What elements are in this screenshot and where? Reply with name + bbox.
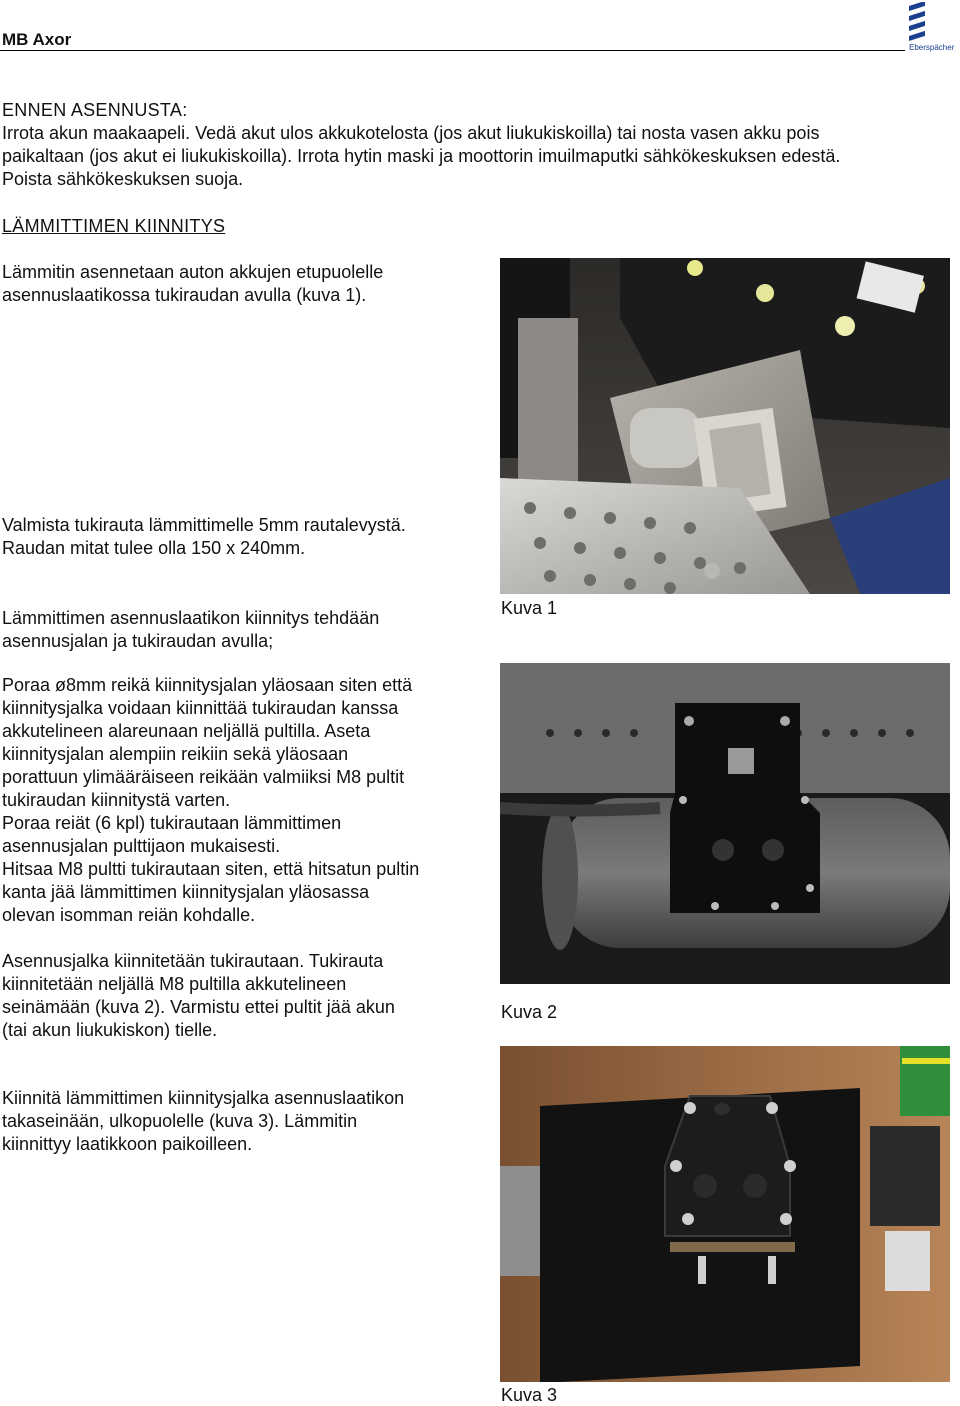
mounting-para6-line-1: Kiinnitä lämmittimen kiinnitysjalka asennuslaatikon xyxy=(2,1088,405,1108)
mounting-para4-line-2: kiinnitysjalka voidaan kiinnittää tukiraudan kanssa xyxy=(2,698,399,718)
mounting-para1-line-2: asennuslaatikossa tukiraudan avulla (kuva 1). xyxy=(2,285,367,305)
mounting-heading: LÄMMITTIMEN KIINNITYS xyxy=(2,216,226,236)
mounting-para6-line-2: takaseinään, ulkopuolelle (kuva 3). Lämmitin xyxy=(2,1111,358,1131)
mounting-para4-line-8: asennusjalan pulttijaon mukaisesti. xyxy=(2,836,281,856)
mounting-para6-line-3: kiinnittyy laatikkoon paikoilleen. xyxy=(2,1134,253,1154)
mounting-para3-line-2: asennusjalan ja tukiraudan avulla; xyxy=(2,631,274,651)
eberspaecher-logo-icon xyxy=(903,2,960,52)
mounting-para4-line-5: porattuun ylimääräiseen reikään valmiiksi M8 pultit xyxy=(2,767,405,787)
mounting-para4-line-9: Hitsaa M8 pultti tukirautaan siten, että hitsatun pultin xyxy=(2,859,420,879)
figure-1-caption: Kuva 1 xyxy=(501,598,558,618)
mounting-para5-line-2: kiinnitetään neljällä M8 pultilla akkutelineen xyxy=(2,974,347,994)
mounting-para4-line-11: olevan isomman reiän kohdalle. xyxy=(2,905,256,925)
header-rule xyxy=(0,50,905,51)
mounting-para3-line-1: Lämmittimen asennuslaatikon kiinnitys tehdään xyxy=(2,608,380,628)
figure-3-photo xyxy=(500,1046,950,1382)
mounting-para5-line-3: seinämään (kuva 2). Varmistu ettei pultit jää akun xyxy=(2,997,395,1017)
before-install-line-3: Poista sähkökeskuksen suoja. xyxy=(2,169,244,189)
mounting-para2-line-2: Raudan mitat tulee olla 150 x 240mm. xyxy=(2,538,306,558)
before-install-heading: ENNEN ASENNUSTA: xyxy=(2,100,188,120)
figure-2-photo xyxy=(500,663,950,984)
figure-1-photo xyxy=(500,258,950,594)
mounting-para4-line-7: Poraa reiät (6 kpl) tukirautaan lämmittimen xyxy=(2,813,342,833)
mounting-para4-line-10: kanta jää lämmittimen kiinnitysjalan yläosassa xyxy=(2,882,370,902)
mounting-para5-line-4: (tai akun liukukiskon) tielle. xyxy=(2,1020,218,1040)
document-title: MB Axor xyxy=(2,30,72,49)
before-install-line-1: Irrota akun maakaapeli. Vedä akut ulos akkukotelosta (jos akut liukukiskoilla) tai nosta vasen akku pois xyxy=(2,123,820,143)
figure-3-caption: Kuva 3 xyxy=(501,1385,558,1405)
mounting-para4-line-6: tukiraudan kiinnitystä varten. xyxy=(2,790,231,810)
mounting-para1-line-1: Lämmitin asennetaan auton akkujen etupuolelle xyxy=(2,262,384,282)
mounting-para2-line-1: Valmista tukirauta lämmittimelle 5mm rautalevystä. xyxy=(2,515,406,535)
mounting-para4-line-4: kiinnitysjalan alempiin reikiin sekä yläosaan xyxy=(2,744,349,764)
mounting-para4-line-3: akkutelineen alareunaan neljällä pultilla. Aseta xyxy=(2,721,371,741)
mounting-para5-line-1: Asennusjalka kiinnitetään tukirautaan. Tukirauta xyxy=(2,951,384,971)
before-install-line-2: paikaltaan (jos akut ei liukukiskoilla). Irrota hytin maski ja moottorin imuilmaputki sähkökeskuksen edestä. xyxy=(2,146,841,166)
figure-2-caption: Kuva 2 xyxy=(501,1002,558,1022)
logo-text: Eberspächer xyxy=(909,43,955,52)
mounting-para4-line-1: Poraa ø8mm reikä kiinnitysjalan yläosaan siten että xyxy=(2,675,413,695)
